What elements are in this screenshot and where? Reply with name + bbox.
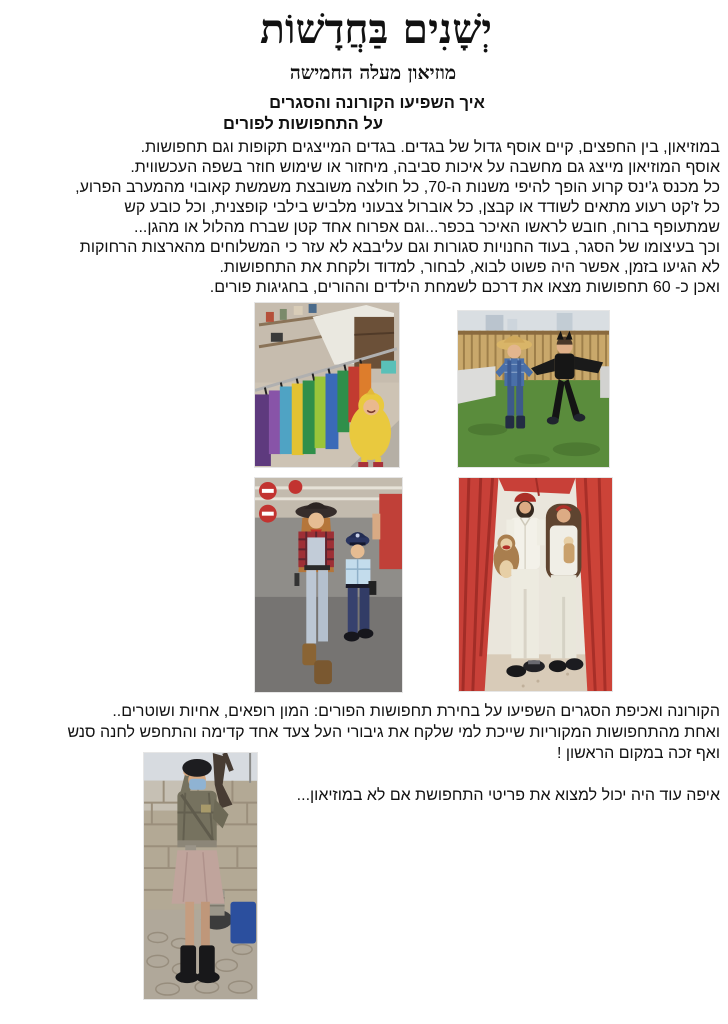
paragraph-line: שמתעופף ברוח, חובש לראשו האיכר בכפר...וגם אפרוח אחד קטן שברח מהלול או מהגן... bbox=[134, 219, 720, 236]
costumes-paragraph bbox=[8, 701, 720, 764]
costume-rack-image bbox=[255, 303, 399, 467]
paragraph-line: ואכן כ- 60 תחפושות מצאו את דרכם לשמחת הילדים וההורים, בחגיגות פורים. bbox=[209, 279, 720, 296]
paragraph-line: אוסף המוזיאון מייצג גם מחשבה על איכות סביבה, מיחזור או שימוש חוזר בשפה העכשווית. bbox=[130, 159, 720, 176]
photo-farmer-and-bat-kids bbox=[457, 310, 610, 468]
page-title: יְשָׁנִים בַּחֲדָשׁוֹת bbox=[260, 5, 492, 53]
cowgirl-and-police-kids-image bbox=[255, 478, 402, 692]
paragraph-line: הקורונה ואכיפת הסגרים השפיעו על בחירת תחפושות הפורים: המון רופאים, אחיות ושוטרים.. bbox=[112, 703, 720, 720]
paragraph-line: כל מכנס ג'ינס קרוע הופך להיפי משנות ה-70, כל חולצה משובצת משמשת קאובוי מהמערב הפרוע, bbox=[75, 179, 720, 196]
paragraph-line: לא הגיעו בזמן, אפשר היה פשוט לבוא, לבחור, למדוד ולקחת את התחפושות. bbox=[219, 259, 720, 276]
paragraph-line: במוזיאון, בין החפצים, קיים אוסף גדול של בגדים. בגדים המייצגים תקופות וגם תחפושות. bbox=[140, 139, 720, 156]
pajama-couple-image bbox=[459, 478, 612, 691]
photo-pajama-couple bbox=[458, 477, 613, 692]
closing-line: איפה עוד היה יכול למצוא את פריטי התחפושת אם לא במוזיאון... bbox=[296, 787, 720, 804]
paragraph-line: וכך בעיצומו של הסגר, בעוד החנויות סגורות וגם עליבבא לא עזר כי המשלוחים מהארצות הרחוקות bbox=[79, 239, 720, 256]
hannah-senesh-costume-image bbox=[144, 753, 257, 999]
heading-line-1: איך השפיעו הקורונה והסגרים bbox=[269, 94, 485, 112]
photo-costume-rack bbox=[254, 302, 400, 468]
heading-line-2: על התחפושות לפורים bbox=[222, 115, 384, 133]
intro-paragraph bbox=[8, 138, 720, 298]
photo-hannah-senesh-costume bbox=[143, 752, 258, 1000]
farmer-and-bat-kids-image bbox=[458, 311, 609, 467]
page-subtitle: מוזיאון מעלה החמישה bbox=[289, 62, 457, 84]
paragraph-line: ואף זכה במקום הראשון ! bbox=[556, 745, 720, 762]
paragraph-line: ואחת מהתחפושות המקוריות שייכת למי שלקח את גיבורי העל צעד אחד קדימה והתחפש לחנה סנש bbox=[67, 724, 720, 741]
photo-cowgirl-and-police-kids bbox=[254, 477, 403, 693]
paragraph-line: כל ז'קט רעוע מתאים לשודד או קבצן, כל אוברול צבעוני מלביש בילבי קופצנית, וכל כובע קש bbox=[124, 199, 720, 216]
